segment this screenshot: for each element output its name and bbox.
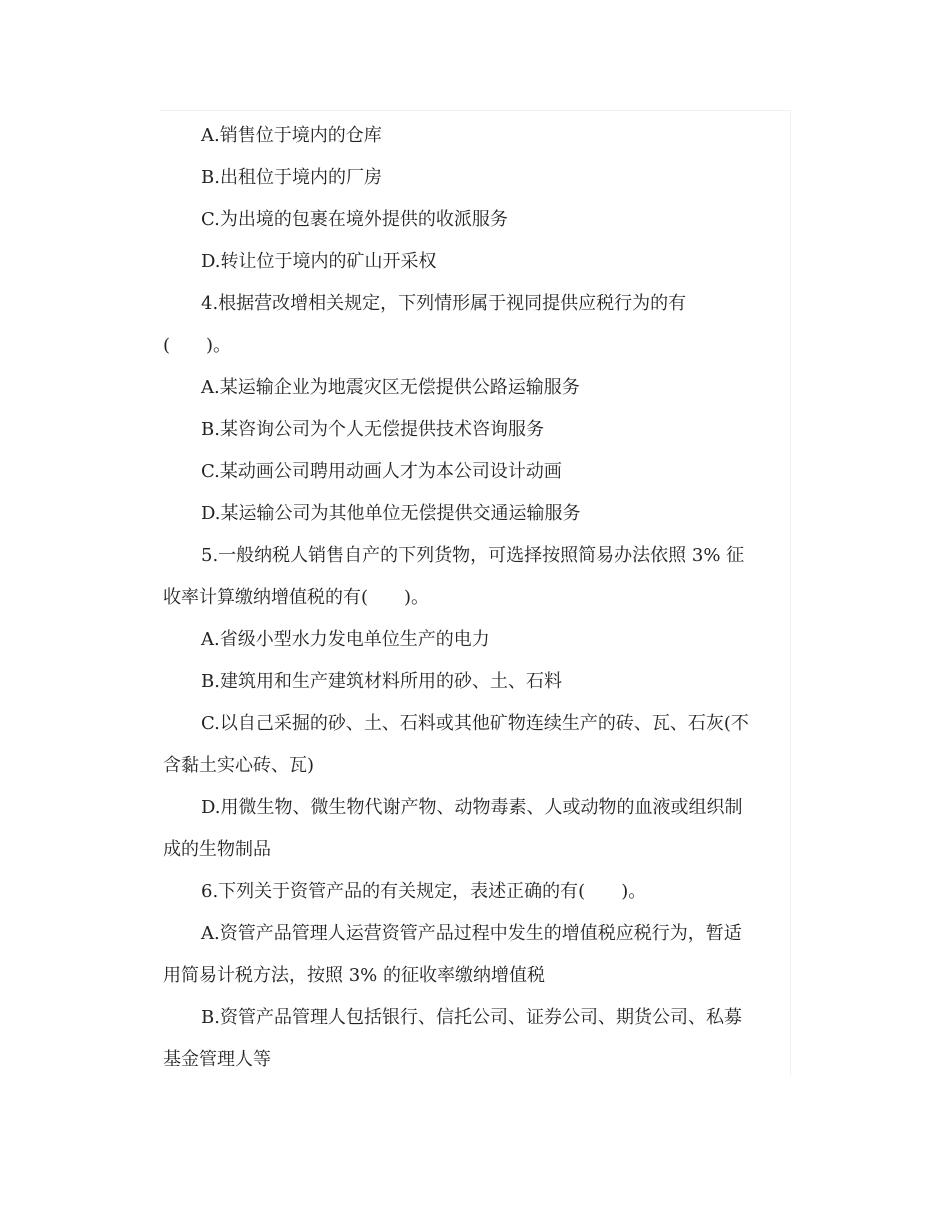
question-4-stem: 4.根据营改增相关规定，下列情形属于视同提供应税行为的有 bbox=[201, 293, 687, 314]
option-3-c: C.为出境的包裹在境外提供的收派服务 bbox=[201, 209, 508, 230]
option-5-c-cont: 含黏土实心砖、瓦) bbox=[163, 755, 315, 776]
question-5-stem-cont: 收率计算缴纳增值税的有( )。 bbox=[163, 587, 430, 608]
question-5-stem: 5.一般纳税人销售自产的下列货物，可选择按照简易办法依照 3% 征 bbox=[201, 545, 745, 566]
option-3-a: A.销售位于境内的仓库 bbox=[201, 125, 382, 146]
option-5-d: D.用微生物、微生物代谢产物、动物毒素、人或动物的血液或组织制 bbox=[201, 797, 743, 818]
option-6-b: B.资管产品管理人包括银行、信托公司、证券公司、期货公司、私募 bbox=[201, 1007, 742, 1028]
option-5-c: C.以自己采掘的砂、土、石料或其他矿物连续生产的砖、瓦、石灰(不 bbox=[201, 713, 749, 734]
option-4-a: A.某运输企业为地震灾区无偿提供公路运输服务 bbox=[201, 377, 580, 398]
option-6-b-cont: 基金管理人等 bbox=[163, 1049, 271, 1070]
question-6-stem: 6.下列关于资管产品的有关规定，表述正确的有( )。 bbox=[201, 881, 647, 902]
question-4-stem-cont: ( )。 bbox=[163, 335, 232, 356]
option-4-d: D.某运输公司为其他单位无偿提供交通运输服务 bbox=[201, 503, 581, 524]
document-body bbox=[163, 115, 785, 1081]
option-3-b: B.出租位于境内的厂房 bbox=[201, 167, 382, 188]
option-4-b: B.某咨询公司为个人无偿提供技术咨询服务 bbox=[201, 419, 544, 440]
option-3-d: D.转让位于境内的矿山开采权 bbox=[201, 251, 437, 272]
option-5-b: B.建筑用和生产建筑材料所用的砂、土、石料 bbox=[201, 671, 562, 692]
option-5-a: A.省级小型水力发电单位生产的电力 bbox=[201, 629, 490, 650]
option-5-d-cont: 成的生物制品 bbox=[163, 839, 271, 860]
option-4-c: C.某动画公司聘用动画人才为本公司设计动画 bbox=[201, 461, 562, 482]
option-6-a-cont: 用简易计税方法，按照 3% 的征收率缴纳增值税 bbox=[163, 965, 545, 986]
option-6-a: A.资管产品管理人运营资管产品过程中发生的增值税应税行为，暂适 bbox=[201, 923, 742, 944]
